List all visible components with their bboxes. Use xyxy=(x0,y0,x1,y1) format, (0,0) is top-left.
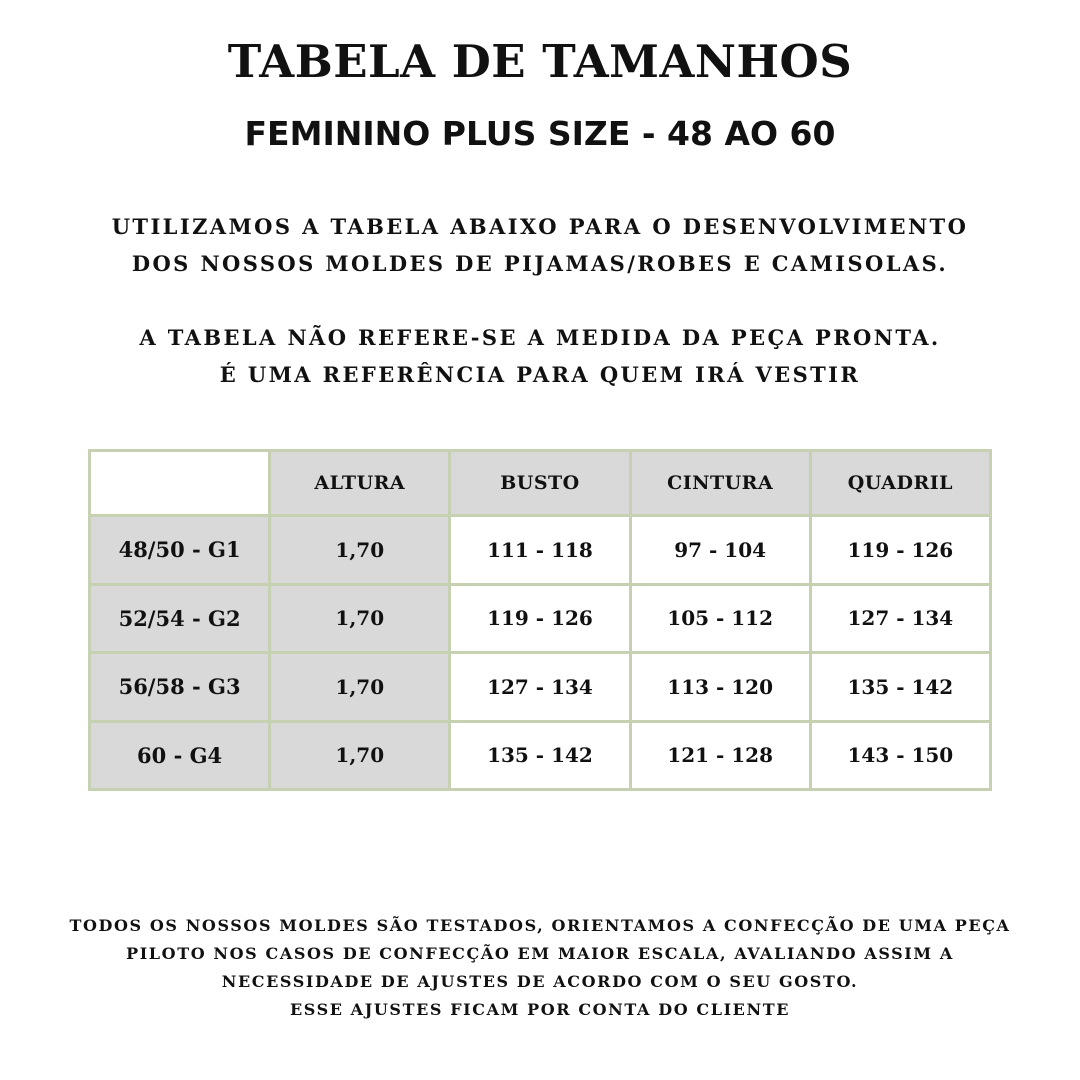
intro-paragraph-1 xyxy=(0,208,1080,282)
intro-paragraph-2 xyxy=(0,319,1080,393)
footer-line: PILOTO NOS CASOS DE CONFECÇÃO EM MAIOR ESCALA, AVALIANDO ASSIM A xyxy=(126,944,954,963)
table-row xyxy=(90,516,991,585)
size-label: 48/50 - G1 xyxy=(90,516,270,585)
altura-cell: 1,70 xyxy=(270,516,450,585)
intro-line: É UMA REFERÊNCIA PARA QUEM IRÁ VESTIR xyxy=(219,362,861,387)
cintura-cell: 113 - 120 xyxy=(630,653,810,722)
busto-cell: 135 - 142 xyxy=(450,721,630,790)
size-label: 52/54 - G2 xyxy=(90,584,270,653)
column-header-cintura: CINTURA xyxy=(630,451,810,516)
altura-cell: 1,70 xyxy=(270,584,450,653)
footer-line: NECESSIDADE DE AJUSTES DE ACORDO COM O SEU GOSTO. xyxy=(221,972,859,991)
quadril-cell: 135 - 142 xyxy=(810,653,990,722)
footer-line: TODOS OS NOSSOS MOLDES SÃO TESTADOS, ORIENTAMOS A CONFECÇÃO DE UMA PEÇA xyxy=(69,916,1011,935)
busto-cell: 119 - 126 xyxy=(450,584,630,653)
size-label: 56/58 - G3 xyxy=(90,653,270,722)
altura-cell: 1,70 xyxy=(270,653,450,722)
cintura-cell: 121 - 128 xyxy=(630,721,810,790)
cintura-cell: 105 - 112 xyxy=(630,584,810,653)
intro-line: A TABELA NÃO REFERE-SE A MEDIDA DA PEÇA PRONTA. xyxy=(139,325,941,350)
altura-cell: 1,70 xyxy=(270,721,450,790)
quadril-cell: 143 - 150 xyxy=(810,721,990,790)
intro-line: UTILIZAMOS A TABELA ABAIXO PARA O DESENVOLVIMENTO xyxy=(111,214,969,239)
table-row xyxy=(90,721,991,790)
quadril-cell: 119 - 126 xyxy=(810,516,990,585)
intro-line: DOS NOSSOS MOLDES DE PIJAMAS/ROBES E CAMISOLAS. xyxy=(131,251,949,276)
table-row xyxy=(90,584,991,653)
quadril-cell: 127 - 134 xyxy=(810,584,990,653)
table-header-row xyxy=(90,451,991,516)
page-subtitle: FEMININO PLUS SIZE - 48 AO 60 xyxy=(244,114,836,153)
size-label: 60 - G4 xyxy=(90,721,270,790)
table-corner-cell xyxy=(90,451,270,516)
size-table xyxy=(88,449,992,791)
busto-cell: 111 - 118 xyxy=(450,516,630,585)
table-row xyxy=(90,653,991,722)
column-header-quadril: QUADRIL xyxy=(810,451,990,516)
column-header-altura: ALTURA xyxy=(270,451,450,516)
cintura-cell: 97 - 104 xyxy=(630,516,810,585)
page-title: TABELA DE TAMANHOS xyxy=(227,35,853,88)
column-header-busto: BUSTO xyxy=(450,451,630,516)
busto-cell: 127 - 134 xyxy=(450,653,630,722)
footer-line: ESSE AJUSTES FICAM POR CONTA DO CLIENTE xyxy=(289,1000,791,1019)
footer-note xyxy=(0,912,1080,1024)
